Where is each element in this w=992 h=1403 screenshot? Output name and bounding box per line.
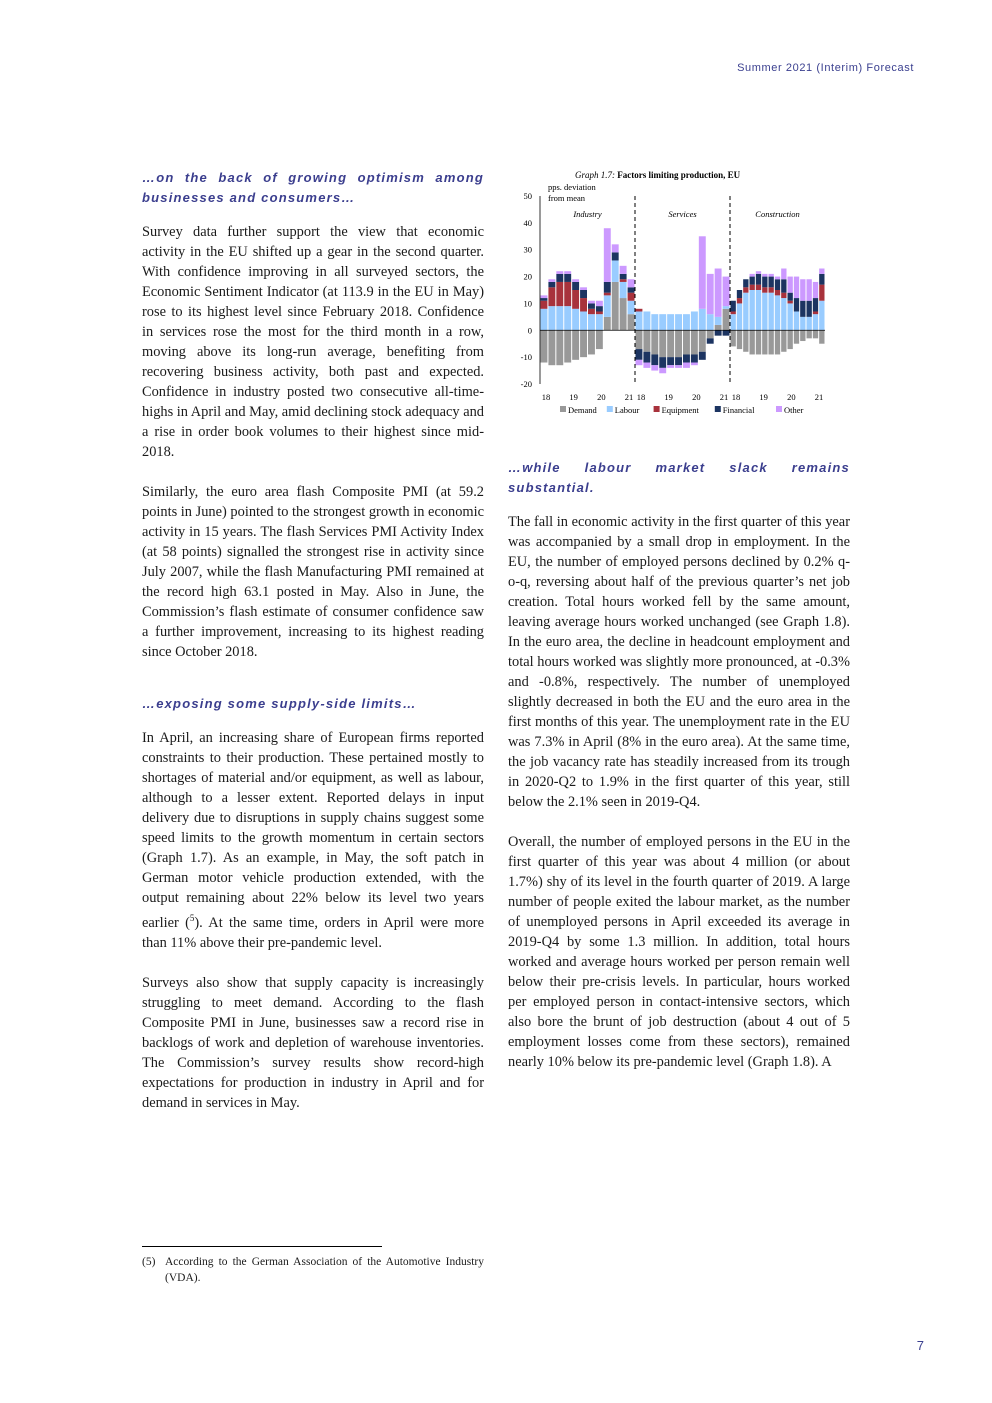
bar-other	[604, 228, 611, 282]
bar-equipment	[781, 293, 786, 298]
bar-labour	[813, 314, 818, 330]
bar-demand	[762, 330, 767, 354]
bar-financial	[750, 277, 755, 285]
bar-financial	[788, 293, 793, 301]
footnote	[142, 1254, 484, 1286]
bar-equipment	[762, 287, 767, 292]
graph-1-7	[510, 164, 850, 420]
bar-financial	[715, 330, 722, 335]
legend-swatch-equipment	[654, 406, 660, 412]
x-tick-label: 19	[664, 392, 673, 402]
bar-other	[651, 365, 658, 370]
bar-demand	[541, 330, 548, 362]
y-axis-label: from mean	[548, 193, 586, 203]
bar-demand	[750, 330, 755, 354]
bar-demand	[737, 330, 742, 349]
bar-financial	[699, 352, 706, 360]
bar-labour	[580, 311, 587, 330]
bar-labour	[691, 311, 698, 330]
bar-financial	[541, 298, 548, 301]
bar-equipment	[737, 298, 742, 303]
bar-labour	[596, 314, 603, 330]
bar-demand	[769, 330, 774, 354]
bar-equipment	[636, 309, 643, 312]
bar-other	[643, 363, 650, 368]
bar-financial	[675, 357, 682, 365]
bar-labour	[651, 314, 658, 330]
x-tick-label: 20	[597, 392, 606, 402]
paragraph-survey-data: Survey data further support the view that economic activity in the EU shifted up a gear in the second quarter. With confidence improving in all surveyed sectors, the Economic Sentiment Indicator (at 113.9 in the EU in May) rose to its highest level since February 2018. Confidence in services rose the most for the third month in a row, moving above its long-run average, benefiting from recovering business activity, both past and expected. Confidence in industry posted two consecutive all-time-highs in April and May, amid declining stock adequacy and a rise in order book volumes to their highest since mid-2018.	[142, 224, 484, 460]
bar-labour	[756, 290, 761, 330]
x-tick-label: 19	[569, 392, 578, 402]
bar-financial	[628, 287, 635, 292]
bar-demand	[813, 330, 818, 338]
bar-labour	[667, 314, 674, 330]
footnote-number: (5)	[142, 1256, 156, 1268]
bar-labour	[675, 314, 682, 330]
bar-financial	[580, 290, 587, 298]
bar-equipment	[756, 285, 761, 290]
legend-swatch-labour	[607, 406, 613, 412]
bar-demand	[743, 330, 748, 351]
bar-financial	[636, 349, 643, 360]
paragraph-employment-drop: The fall in economic activity in the first quarter of this year was accompanied by a small drop in employment. In the EU, the number of employed persons declined by 0.2% q-o-q, reversing about half of the previous quarter’s net job creation. Total hours worked fell by the same amount, leaving average hours worked unchanged (see Graph 1.8). In the euro area, the decline in headcount employment and total hours worked was slightly more pronounced, at -0.3% and -0.8%, respectively. The number of unemployed slightly decreased in both the EU and the euro area in the first months of this year. The unemployment rate in the EU was 7.3% in April (8% in the euro area). At the same time, the job vacancy rate has steadily increased from its trough in 2020-Q2 to 1.9% in the first quarter of this year, still below the 2.1% seen in 2019-Q4.	[508, 514, 850, 810]
x-tick-label: 21	[624, 392, 634, 402]
bar-demand	[651, 330, 658, 354]
bar-labour	[769, 293, 774, 331]
bar-other	[636, 360, 643, 365]
bar-financial	[737, 290, 742, 298]
bar-financial	[548, 282, 555, 287]
bar-demand	[691, 330, 698, 354]
chart-title	[575, 170, 741, 180]
bar-other	[756, 271, 761, 274]
paragraph-employed-persons: Overall, the number of employed persons in the EU in the first quarter of this year was about 4 million (or about 1.7%) shy of its level in the fourth quarter of 2019. A large number of people exited the labour market, as the number of unemployed persons in April exceeded its average in 2019-Q4 by some 1.3 million. In addition, total hours worked and average hours worked per person remain well below their pre-crisis levels. In particular, hours worked per employed person in contact-intensive sectors, which also bore the brunt of job destruction (about 4 out of 5 employment losses come from these sectors), remained nearly 10% below its pre-pandemic level (Graph 1.8). A	[508, 834, 850, 1070]
section-heading-optimism: …on the back of growing optimism among businesses and consumers…	[142, 170, 484, 205]
paragraph-pmi: Similarly, the euro area flash Composite PMI (at 59.2 points in June) pointed to the strongest growth in economic activity in 15 years. The flash Services PMI Activity Index (at 58 points) signalled the strongest rise in activity since July 2007, while the flash Manufacturing PMI remained at the record high 63.1 posted in May. Also in June, the Commission’s flash estimate of consumer confidence saw a further improvement, increasing to its highest reading since October 2018.	[142, 484, 484, 660]
bar-equipment	[596, 311, 603, 314]
bar-demand	[731, 330, 736, 346]
bar-other	[596, 301, 603, 306]
bar-other	[541, 295, 548, 298]
bar-labour	[612, 260, 619, 281]
bar-equipment	[604, 293, 611, 296]
bar-financial	[781, 279, 786, 292]
bar-demand	[643, 330, 650, 351]
bar-labour	[683, 314, 690, 330]
bar-equipment	[788, 301, 793, 304]
bar-other	[715, 269, 722, 317]
bar-labour	[643, 311, 650, 330]
bar-other	[699, 236, 706, 309]
bar-financial	[731, 301, 736, 312]
bar-demand	[723, 309, 730, 330]
bar-other	[612, 244, 619, 252]
bar-other	[556, 271, 563, 274]
bar-demand	[659, 330, 666, 357]
bar-labour	[628, 301, 635, 314]
bar-demand	[800, 330, 805, 341]
bar-equipment	[731, 311, 736, 314]
bar-demand	[556, 330, 563, 365]
bar-equipment	[813, 311, 818, 314]
bar-financial	[683, 354, 690, 362]
bar-demand	[775, 330, 780, 354]
bar-labour	[556, 306, 563, 330]
bar-labour	[548, 306, 555, 330]
x-tick-label: 19	[759, 392, 768, 402]
bar-financial	[769, 277, 774, 288]
bar-demand	[781, 330, 786, 351]
x-tick-label: 21	[814, 392, 824, 402]
bar-labour	[794, 311, 799, 330]
bar-financial	[667, 357, 674, 365]
bar-other	[788, 277, 793, 293]
bar-labour	[707, 314, 714, 330]
bar-equipment	[572, 290, 579, 309]
bar-other	[620, 266, 627, 274]
bar-labour	[743, 293, 748, 331]
bar-other	[781, 269, 786, 280]
y-tick-label: 30	[523, 244, 532, 255]
bar-other	[762, 274, 767, 277]
legend-swatch-demand	[560, 406, 566, 412]
bar-other	[807, 279, 812, 300]
bar-equipment	[556, 282, 563, 306]
legend-label-labour: Labour	[614, 405, 640, 415]
bar-equipment	[819, 285, 824, 301]
x-tick-label: 18	[636, 392, 646, 402]
bar-other	[588, 301, 595, 304]
bar-demand	[707, 330, 714, 338]
bar-financial	[800, 301, 805, 317]
bar-demand	[675, 330, 682, 357]
footnote-ref-5[interactable]: 5	[189, 913, 195, 923]
bar-demand	[572, 330, 579, 360]
legend-label-demand: Demand	[568, 405, 597, 415]
bar-financial	[707, 338, 714, 343]
x-tick-label: 21	[719, 392, 729, 402]
bar-equipment	[564, 282, 571, 306]
chart-svg	[510, 164, 850, 420]
y-tick-label: 50	[523, 191, 532, 201]
bar-other	[750, 274, 755, 277]
panel-label: Construction	[755, 209, 800, 219]
bar-labour	[636, 311, 643, 330]
bar-financial	[643, 352, 650, 363]
bar-demand	[564, 330, 571, 362]
bar-demand	[794, 330, 799, 343]
bar-labour	[788, 303, 793, 330]
bar-labour	[807, 317, 812, 330]
bar-financial	[604, 282, 611, 293]
bar-labour	[604, 295, 611, 316]
bar-financial	[572, 282, 579, 290]
bar-financial	[564, 274, 571, 282]
bar-other	[667, 365, 674, 368]
bar-demand	[548, 330, 555, 365]
bar-demand	[756, 330, 761, 354]
bar-demand	[636, 330, 643, 349]
y-tick-label: 40	[523, 217, 532, 228]
bar-other	[813, 282, 818, 298]
y-tick-label: 20	[523, 271, 532, 282]
bar-demand	[819, 330, 824, 343]
panel-label: Services	[668, 209, 697, 219]
bar-demand	[612, 282, 619, 330]
legend-swatch-other	[776, 406, 782, 412]
bar-financial	[775, 279, 780, 290]
chart-title-text: Factors limiting production, EU	[617, 170, 741, 180]
y-tick-label: 0	[527, 325, 532, 336]
legend-label-financial: Financial	[722, 405, 755, 415]
bar-labour	[723, 306, 730, 309]
bar-other	[775, 277, 780, 280]
bar-demand	[604, 317, 611, 330]
bar-other	[800, 279, 805, 300]
bar-labour	[699, 309, 706, 330]
bar-demand	[588, 330, 595, 354]
bar-financial	[723, 330, 730, 335]
x-tick-label: 18	[541, 392, 551, 402]
bar-equipment	[541, 301, 548, 309]
footnote-divider	[142, 1246, 382, 1247]
bar-equipment	[750, 285, 755, 290]
bar-labour	[541, 309, 548, 330]
running-header: Summer 2021 (Interim) Forecast	[737, 62, 914, 74]
paragraph-april-text-a: In April, an increasing share of European firms reported constraints to their production. These pertained mostly to shortages of material and/or equipment, as well as labour, although to a lesser extent. Reported delays in input delivery due to disruptions in supply chains suggest some speed limits to the growth momentum in certain sectors (Graph 1.7). As an example, in May, the soft patch in German motor vehicle production extended, with the output remaining about 22% below its level two years earlier (	[142, 730, 484, 931]
bar-labour	[800, 317, 805, 330]
bar-equipment	[769, 287, 774, 292]
y-tick-label: 10	[523, 298, 532, 309]
y-tick-label: -20	[520, 379, 532, 389]
bar-demand	[715, 325, 722, 330]
bar-labour	[572, 309, 579, 330]
bar-equipment	[588, 309, 595, 314]
bar-labour	[819, 301, 824, 331]
bar-labour	[781, 298, 786, 330]
section-heading-labour-slack: …while labour market slack remains substantial.	[508, 460, 850, 495]
legend-swatch-financial	[715, 406, 721, 412]
bar-demand	[580, 330, 587, 357]
bar-demand	[699, 330, 706, 351]
bar-financial	[659, 357, 666, 368]
bar-other	[580, 287, 587, 290]
bar-labour	[737, 303, 742, 330]
bar-financial	[756, 274, 761, 285]
bar-financial	[596, 306, 603, 311]
x-tick-label: 20	[692, 392, 701, 402]
bar-financial	[807, 301, 812, 317]
bar-other	[564, 271, 571, 274]
bar-demand	[683, 330, 690, 354]
panel-label: Industry	[573, 209, 602, 219]
bar-financial	[588, 303, 595, 308]
page-number: 7	[916, 1338, 924, 1353]
legend-label-other: Other	[784, 405, 804, 415]
bar-demand	[596, 330, 603, 349]
bar-financial	[743, 279, 748, 287]
left-column	[142, 168, 484, 1133]
bar-financial	[691, 354, 698, 362]
bar-financial	[794, 298, 799, 311]
bar-equipment	[620, 279, 627, 282]
bar-labour	[775, 295, 780, 330]
bar-other	[548, 279, 555, 282]
bar-demand	[628, 314, 635, 330]
bar-equipment	[775, 290, 780, 295]
bar-equipment	[628, 293, 635, 301]
bar-equipment	[743, 287, 748, 292]
bar-demand	[620, 298, 627, 330]
bar-labour	[762, 293, 767, 331]
chart-title-prefix: Graph 1.7:	[575, 170, 618, 180]
bar-labour	[588, 314, 595, 330]
x-tick-label: 20	[787, 392, 796, 402]
footnote-text: According to the German Association of the Automotive Industry (VDA).	[165, 1256, 484, 1284]
bar-financial	[620, 274, 627, 279]
bar-other	[572, 279, 579, 282]
right-column	[508, 458, 850, 1092]
bar-other	[691, 363, 698, 366]
paragraph-april-constraints	[142, 728, 484, 953]
section-heading-supply-limits: …exposing some supply-side limits…	[142, 696, 417, 711]
paragraph-april-text-b: ). At the same time, orders in April were more than 11% above their pre-pandemic level.	[142, 914, 484, 951]
legend-label-equipment: Equipment	[661, 405, 699, 415]
bar-other	[683, 363, 690, 368]
bar-other	[723, 277, 730, 307]
bar-labour	[731, 314, 736, 330]
bar-equipment	[580, 298, 587, 311]
paragraph-supply-capacity: Surveys also show that supply capacity is increasingly struggling to meet demand. According to the flash Composite PMI in June, businesses saw a record rise in backlogs of work and depletion of warehouse inventories. The Commission’s survey results show record-high expectations for production in industry in April and for demand in services in May.	[142, 974, 484, 1111]
x-tick-label: 18	[731, 392, 741, 402]
bar-labour	[620, 282, 627, 298]
bar-demand	[807, 330, 812, 338]
bar-demand	[788, 330, 793, 349]
bar-financial	[819, 274, 824, 285]
bar-labour	[750, 290, 755, 330]
bar-labour	[659, 314, 666, 330]
bar-financial	[813, 298, 818, 311]
bar-labour	[564, 306, 571, 330]
bar-other	[659, 368, 666, 373]
bar-financial	[612, 252, 619, 260]
bar-demand	[667, 330, 674, 357]
bar-financial	[651, 354, 658, 365]
bar-other	[769, 274, 774, 277]
bar-other	[819, 269, 824, 274]
bar-financial	[556, 274, 563, 282]
bar-other	[675, 365, 682, 368]
bar-other	[628, 279, 635, 287]
bar-other	[707, 274, 714, 314]
y-tick-label: -10	[520, 352, 532, 363]
bar-financial	[762, 277, 767, 288]
bar-equipment	[548, 287, 555, 306]
y-axis-label: pps. deviation	[548, 182, 596, 192]
bar-labour	[715, 317, 722, 325]
bar-other	[794, 277, 799, 298]
